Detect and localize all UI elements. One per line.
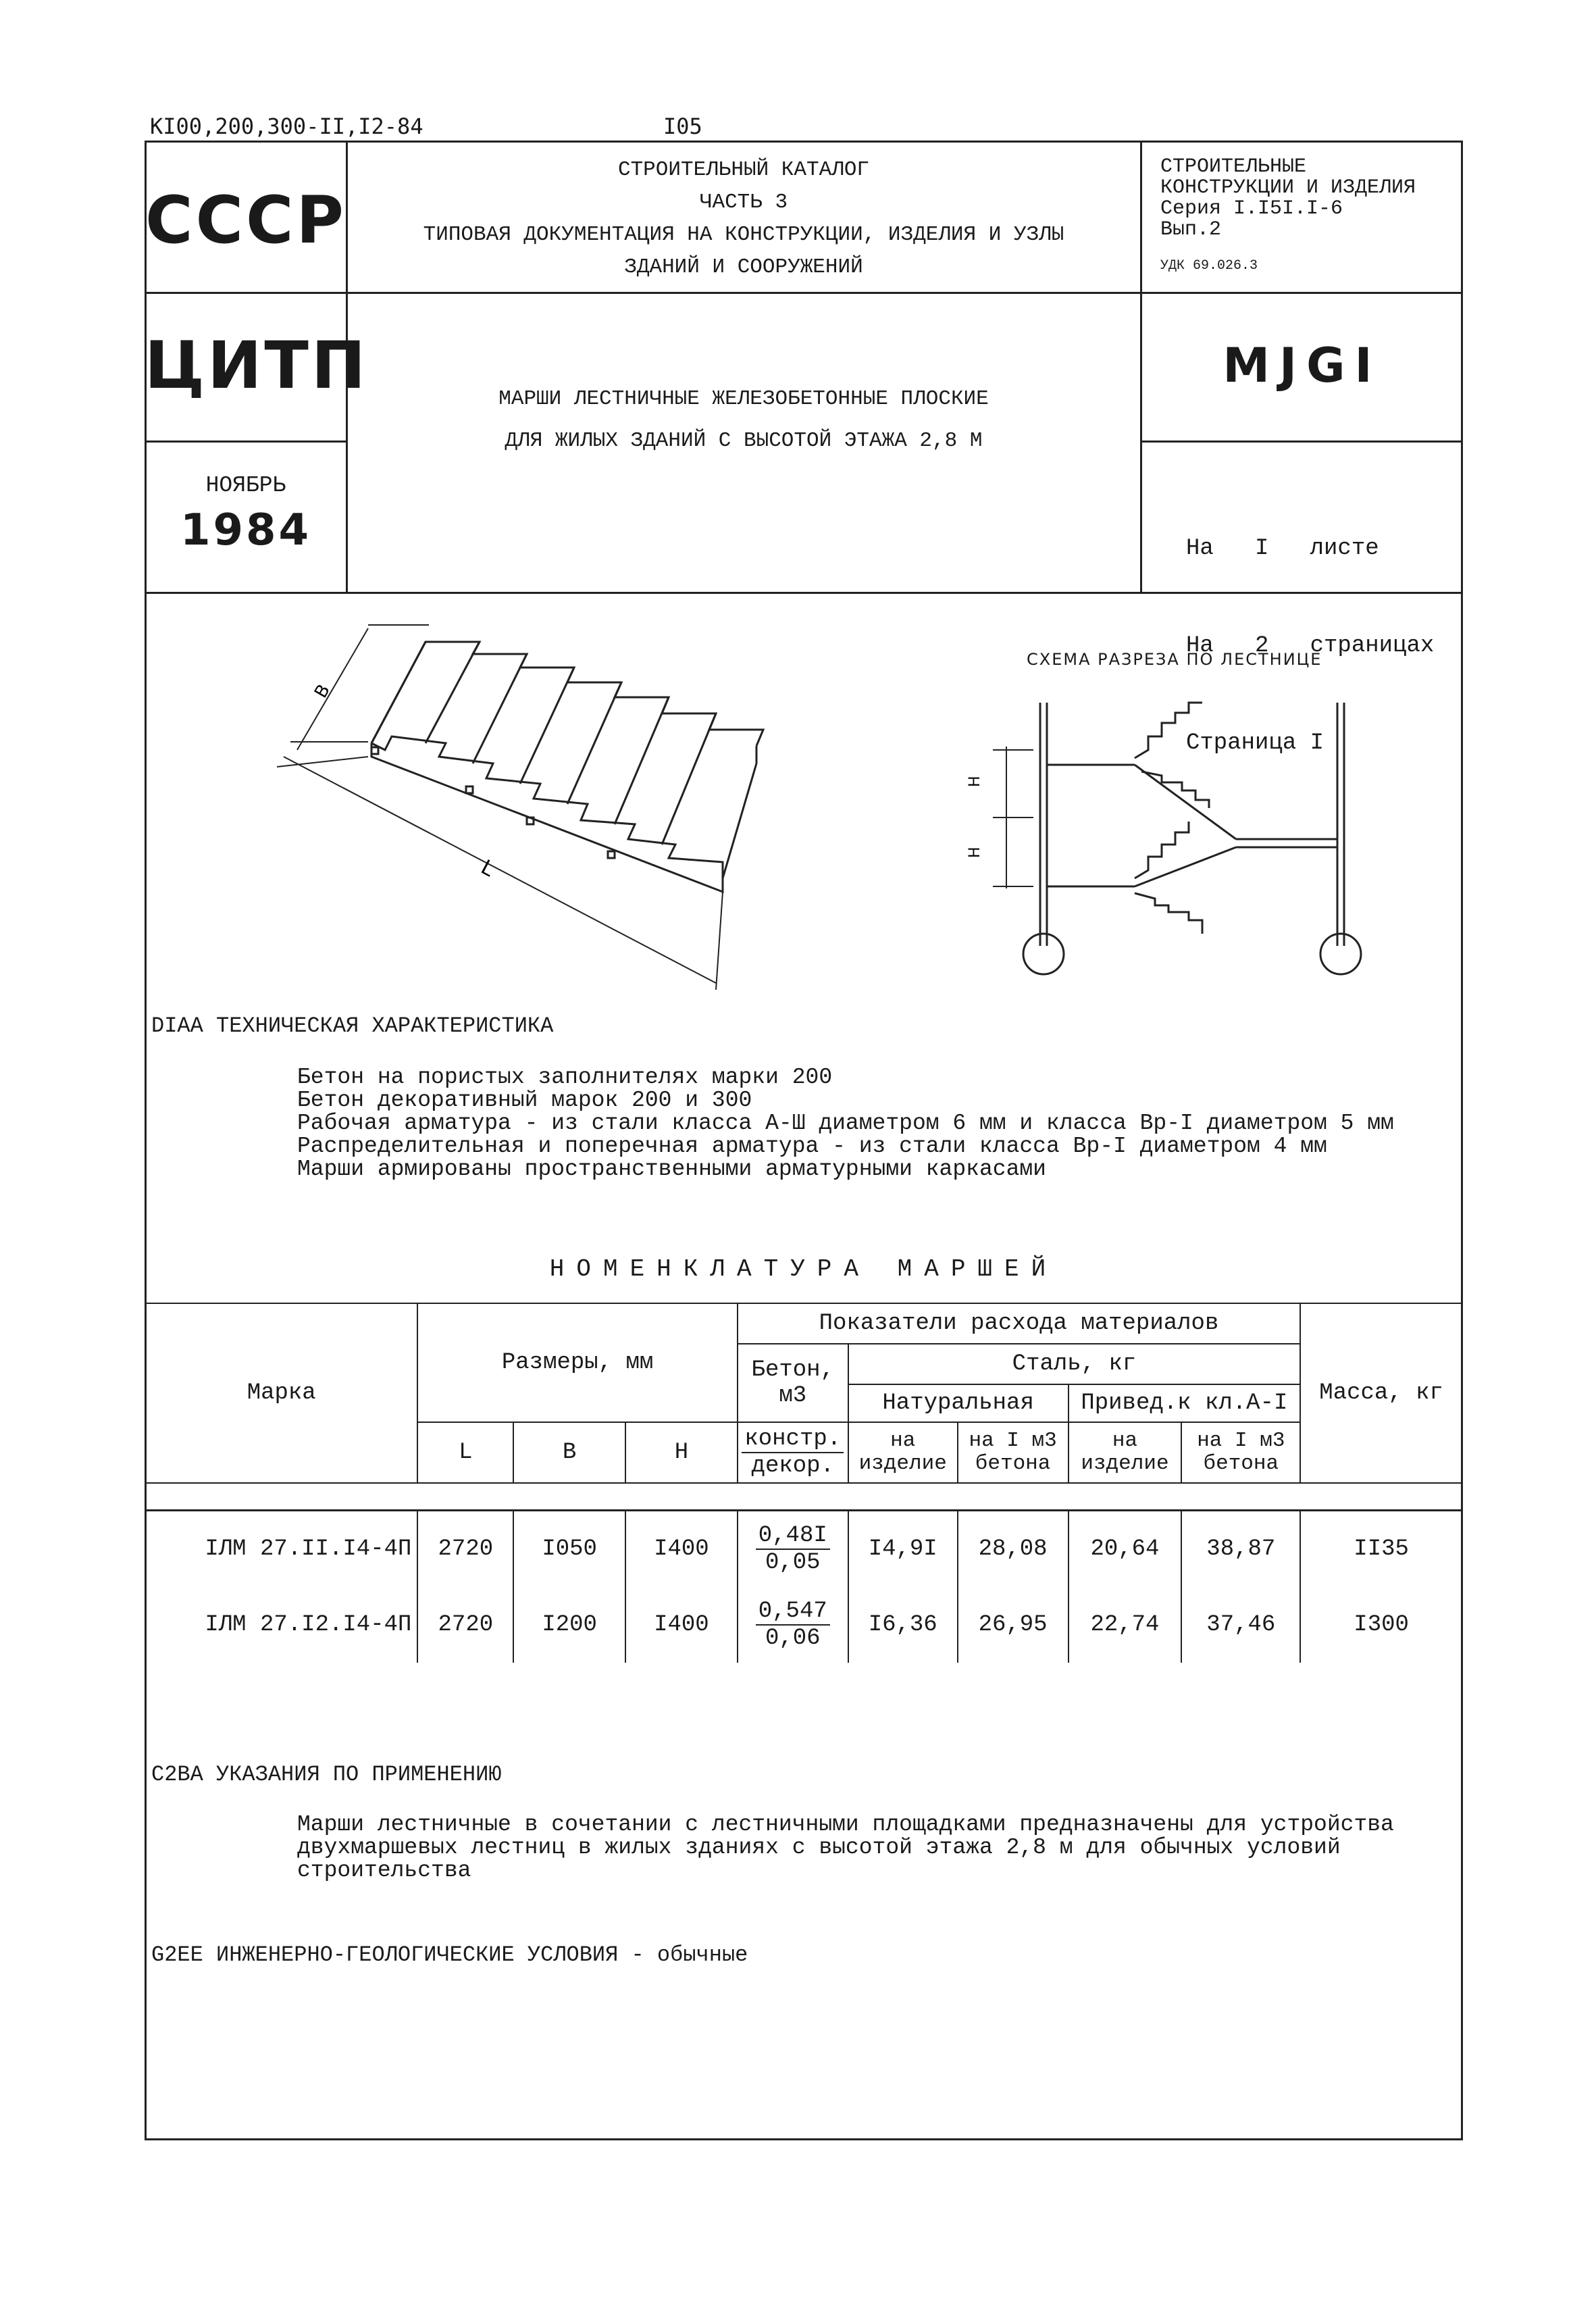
th-nat-m3: на I м3 бетона <box>958 1422 1069 1483</box>
table-row <box>145 1510 1462 1587</box>
sheet-line-2: На 2 страницах <box>1186 633 1435 659</box>
th-concrete: Бетон, м3 <box>738 1344 848 1422</box>
usage-line-3: строительства <box>297 1858 471 1883</box>
header-divider-2 <box>145 441 347 443</box>
usage-line-1: Марши лестничные в сочетании с лестничными площадками предназначены для устройства <box>297 1812 1394 1837</box>
tech-line-3: Рабочая арматура - из стали класса А-Ш диаметром 6 мм и класса Вр-I диаметром 5 мм <box>297 1111 1394 1136</box>
th-constr: констр. <box>742 1426 844 1453</box>
usage-lines <box>297 1813 1394 1882</box>
th-materials: Показатели расхода материалов <box>738 1303 1300 1344</box>
label-h-upper: H <box>967 776 983 787</box>
catalog-line-4: ЗДАНИЙ И СООРУЖЕНИЙ <box>624 255 863 279</box>
cell-constr: 0,547 <box>756 1599 830 1626</box>
cell-red-m3: 37,46 <box>1181 1587 1300 1663</box>
cell-h: I400 <box>625 1587 738 1663</box>
usage-line-2: двухмаршевых лестниц в жилых зданиях с высотой этажа 2,8 м для обычных условий <box>297 1835 1341 1860</box>
header-divider-3 <box>1141 441 1463 443</box>
issue-year: 1984 <box>180 505 312 555</box>
sheet-line-1: На I листе <box>1186 536 1379 561</box>
section-scheme-drawing <box>932 682 1418 980</box>
th-constr-decor <box>738 1422 848 1483</box>
table-row <box>145 1587 1462 1663</box>
cell-decor: 0,06 <box>765 1625 821 1651</box>
cell-red-m3: 38,87 <box>1181 1510 1300 1587</box>
catalog-block <box>347 154 1140 284</box>
document-code: KI00,200,300-II,I2-84 <box>150 114 423 139</box>
catalog-line-3: ТИПОВАЯ ДОКУМЕНТАЦИЯ НА КОНСТРУКЦИИ, ИЗДЕЛИЯ И УЗЛЫ <box>423 223 1064 247</box>
tech-lines <box>297 1066 1394 1181</box>
section-scheme-title: СХЕМА РАЗРЕЗА ПО ЛЕСТНИЦЕ <box>1027 650 1322 669</box>
org-ussr: СССР <box>145 182 346 258</box>
header-divider-1 <box>145 292 1463 294</box>
th-nat-item: на изделие <box>848 1422 958 1483</box>
sheet-line-3: Страница I <box>1186 730 1324 756</box>
cell-b: I050 <box>513 1510 625 1587</box>
series-line-2: КОНСТРУКЦИИ И ИЗДЕЛИЯ <box>1160 176 1416 199</box>
udk-code: УДК 69.026.3 <box>1160 258 1258 274</box>
nomenclature-table <box>145 1303 1463 1663</box>
th-reduced: Привед.к кл.А-I <box>1069 1384 1301 1422</box>
catalog-line-2: ЧАСТЬ 3 <box>699 191 788 214</box>
page-number: I05 <box>663 114 702 139</box>
cell-mass: II35 <box>1300 1510 1462 1587</box>
th-l: L <box>417 1422 513 1483</box>
th-sizes: Размеры, мм <box>417 1303 737 1422</box>
th-steel: Сталь, кг <box>848 1344 1300 1384</box>
cell-h: I400 <box>625 1510 738 1587</box>
label-b: B <box>311 681 334 702</box>
series-line-1: СТРОИТЕЛЬНЫЕ <box>1160 155 1307 178</box>
cell-nat-m3: 28,08 <box>958 1510 1069 1587</box>
title-line-1: МАРШИ ЛЕСТНИЧНЫЕ ЖЕЛЕЗОБЕТОННЫЕ ПЛОСКИЕ <box>498 387 989 411</box>
usage-heading: C2BA УКАЗАНИЯ ПО ПРИМЕНЕНИЮ <box>151 1762 502 1787</box>
cell-mass: I300 <box>1300 1587 1462 1663</box>
doc-code: MJGI <box>1222 338 1382 393</box>
cell-decor: 0,05 <box>765 1549 821 1576</box>
cell-mark: IЛМ 27.I2.I4-4П <box>145 1587 417 1663</box>
cell-nat-item: I4,9I <box>848 1510 958 1587</box>
cell-red-item: 22,74 <box>1069 1587 1182 1663</box>
th-red-item: на изделие <box>1069 1422 1182 1483</box>
th-b: B <box>513 1422 625 1483</box>
geology-conditions: G2EE ИНЖЕНЕРНО-ГЕОЛОГИЧЕСКИЕ УСЛОВИЯ - обычные <box>151 1942 748 1967</box>
nomenclature-title: НОМЕНКЛАТУРА МАРШЕЙ <box>549 1255 1058 1283</box>
th-red-m3: на I м3 бетона <box>1181 1422 1300 1483</box>
stair-isometric-drawing <box>257 622 797 1000</box>
cell-l: 2720 <box>417 1587 513 1663</box>
cell-concrete <box>738 1587 848 1663</box>
th-h: H <box>625 1422 738 1483</box>
th-natural: Натуральная <box>848 1384 1069 1422</box>
series-block <box>1160 157 1416 276</box>
cell-constr: 0,48I <box>756 1523 830 1550</box>
cell-b: I200 <box>513 1587 625 1663</box>
tech-line-4: Распределительная и поперечная арматура - из стали класса Вр-I диаметром 4 мм <box>297 1134 1327 1159</box>
org-citp: ЦИТП <box>145 328 369 403</box>
cell-l: 2720 <box>417 1510 513 1587</box>
cell-nat-item: I6,36 <box>848 1587 958 1663</box>
tech-line-5: Марши армированы пространственными арматурными каркасами <box>297 1157 1046 1182</box>
series-line-4: Вып.2 <box>1160 218 1222 241</box>
title-block <box>347 378 1140 462</box>
th-mark: Марка <box>145 1303 417 1483</box>
tech-line-1: Бетон на пористых заполнителях марки 200 <box>297 1065 833 1090</box>
tech-line-2: Бетон декоративный марок 200 и 300 <box>297 1088 752 1113</box>
th-decor: декор. <box>751 1453 834 1479</box>
cell-concrete <box>738 1510 848 1587</box>
cell-red-item: 20,64 <box>1069 1510 1182 1587</box>
steps-back-edge <box>371 642 763 746</box>
label-l: L <box>477 855 498 882</box>
label-h-lower: H <box>967 847 983 858</box>
cell-mark: IЛМ 27.II.I4-4П <box>145 1510 417 1587</box>
catalog-line-1: СТРОИТЕЛЬНЫЙ КАТАЛОГ <box>617 158 870 182</box>
cell-nat-m3: 26,95 <box>958 1587 1069 1663</box>
tech-heading: DIAA ТЕХНИЧЕСКАЯ ХАРАКТЕРИСТИКА <box>151 1013 554 1038</box>
th-mass: Масса, кг <box>1300 1303 1462 1483</box>
series-line-3: Серия I.I5I.I-6 <box>1160 197 1343 220</box>
issue-month: НОЯБРЬ <box>205 473 286 498</box>
title-line-2: ДЛЯ ЖИЛЫХ ЗДАНИЙ С ВЫСОТОЙ ЭТАЖА 2,8 М <box>505 429 983 453</box>
